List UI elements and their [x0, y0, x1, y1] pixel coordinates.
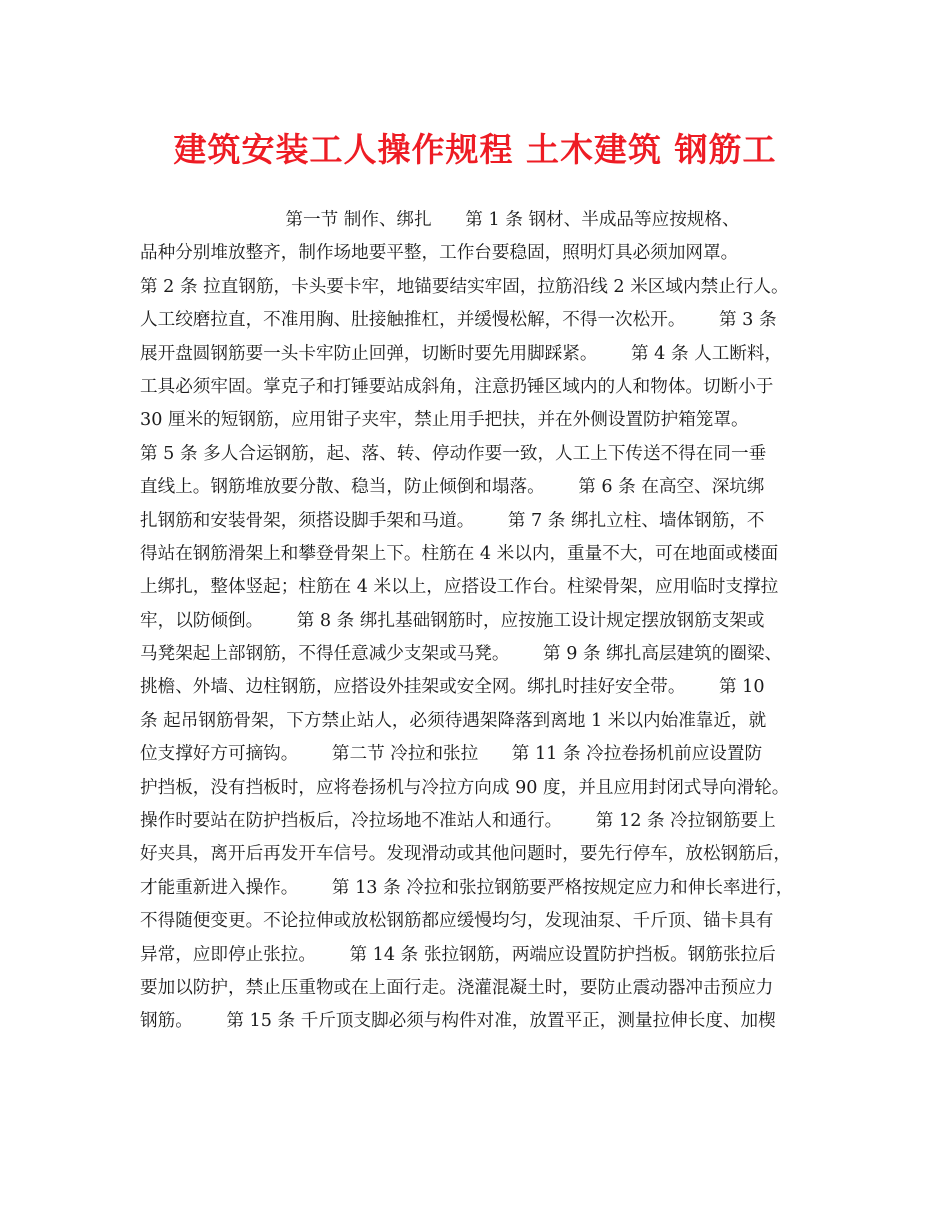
body-line: 展开盘圆钢筋要一头卡牢防止回弹，切断时要先用脚踩紧。 第 4 条 人工断料， [140, 343, 783, 364]
body-line: 异常，应即停止张拉。 第 14 条 张拉钢筋，两端应设置防护挡板。钢筋张拉后 [140, 944, 776, 965]
body-line: 牢，以防倾倒。 第 8 条 绑扎基础钢筋时，应按施工设计规定摆放钢筋支架或 [140, 610, 765, 631]
body-line: 挑檐、外墙、边柱钢筋，应搭设外挂架或安全网。绑扎时挂好安全带。 第 10 [140, 677, 765, 698]
body-line: 位支撑好方可摘钩。 第二节 冷拉和张拉 第 11 条 冷拉卷扬机前应设置防 [140, 744, 763, 765]
body-line: 才能重新进入操作。 第 13 条 冷拉和张拉钢筋要严格按规定应力和伸长率进行， [140, 877, 794, 898]
document-title: 建筑安装工人操作规程 土木建筑 钢筋工 [173, 130, 777, 169]
body-line: 要加以防护，禁止压重物或在上面行走。浇灌混凝土时，要防止震动器冲击预应力 [140, 977, 774, 998]
body-line: 上绑扎，整体竖起；柱筋在 4 米以上，应搭设工作台。柱梁骨架，应用临时支撑拉 [140, 577, 779, 598]
body-line: 第 2 条 拉直钢筋，卡头要卡牢，地锚要结实牢固，拉筋沿线 2 米区域内禁止行人。 [140, 276, 789, 297]
body-line: 条 起吊钢筋骨架，下方禁止站人，必须待遇架降落到离地 1 米以内始准靠近，就 [140, 710, 767, 731]
body-line: 得站在钢筋滑架上和攀登骨架上下。柱筋在 4 米以内，重量不大，可在地面或楼面 [140, 543, 779, 564]
body-line: 第一节 制作、绑扎 第 1 条 钢材、半成品等应按规格、 [140, 210, 740, 230]
document-body [140, 204, 820, 1039]
body-line: 钢筋。 第 15 条 千斤顶支脚必须与构件对准，放置平正，测量拉伸长度、加楔 [140, 1011, 776, 1032]
body-line: 不得随便变更。不论拉伸或放松钢筋都应缓慢均匀，发现油泵、千斤顶、锚卡具有 [140, 911, 774, 932]
body-line: 30 厘米的短钢筋，应用钳子夹牢，禁止用手把扶，并在外侧设置防护箱笼罩。 [140, 410, 749, 431]
body-line: 操作时要站在防护挡板后，冷拉场地不准站人和通行。 第 12 条 冷拉钢筋要上 [140, 811, 776, 832]
body-line: 护挡板，没有挡板时，应将卷扬机与冷拉方向成 90 度，并且应用封闭式导向滑轮。 [140, 777, 790, 798]
body-line: 扎钢筋和安装骨架，须搭设脚手架和马道。 第 7 条 绑扎立柱、墙体钢筋，不 [140, 510, 765, 531]
body-line: 直线上。钢筋堆放要分散、稳当，防止倾倒和塌落。 第 6 条 在高空、深坑绑 [140, 477, 765, 498]
body-line: 第 5 条 多人合运钢筋，起、落、转、停动作要一致，人工上下传送不得在同一垂 [140, 443, 767, 464]
body-line: 好夹具，离开后再发开车信号。发现滑动或其他问题时，要先行停车，放松钢筋后， [140, 844, 791, 865]
body-line: 人工绞磨拉直，不准用胸、肚接触推杠，并缓慢松解，不得一次松开。 第 3 条 [140, 310, 777, 331]
body-line: 品种分别堆放整齐，制作场地要平整，工作台要稳固，照明灯具必须加网罩。 [140, 243, 739, 264]
body-line: 马凳架起上部钢筋，不得任意减少支架或马凳。 第 9 条 绑扎高层建筑的圈梁、 [140, 644, 783, 665]
body-line: 工具必须牢固。掌克子和打锤要站成斜角，注意扔锤区域内的人和物体。切断小于 [140, 376, 774, 397]
